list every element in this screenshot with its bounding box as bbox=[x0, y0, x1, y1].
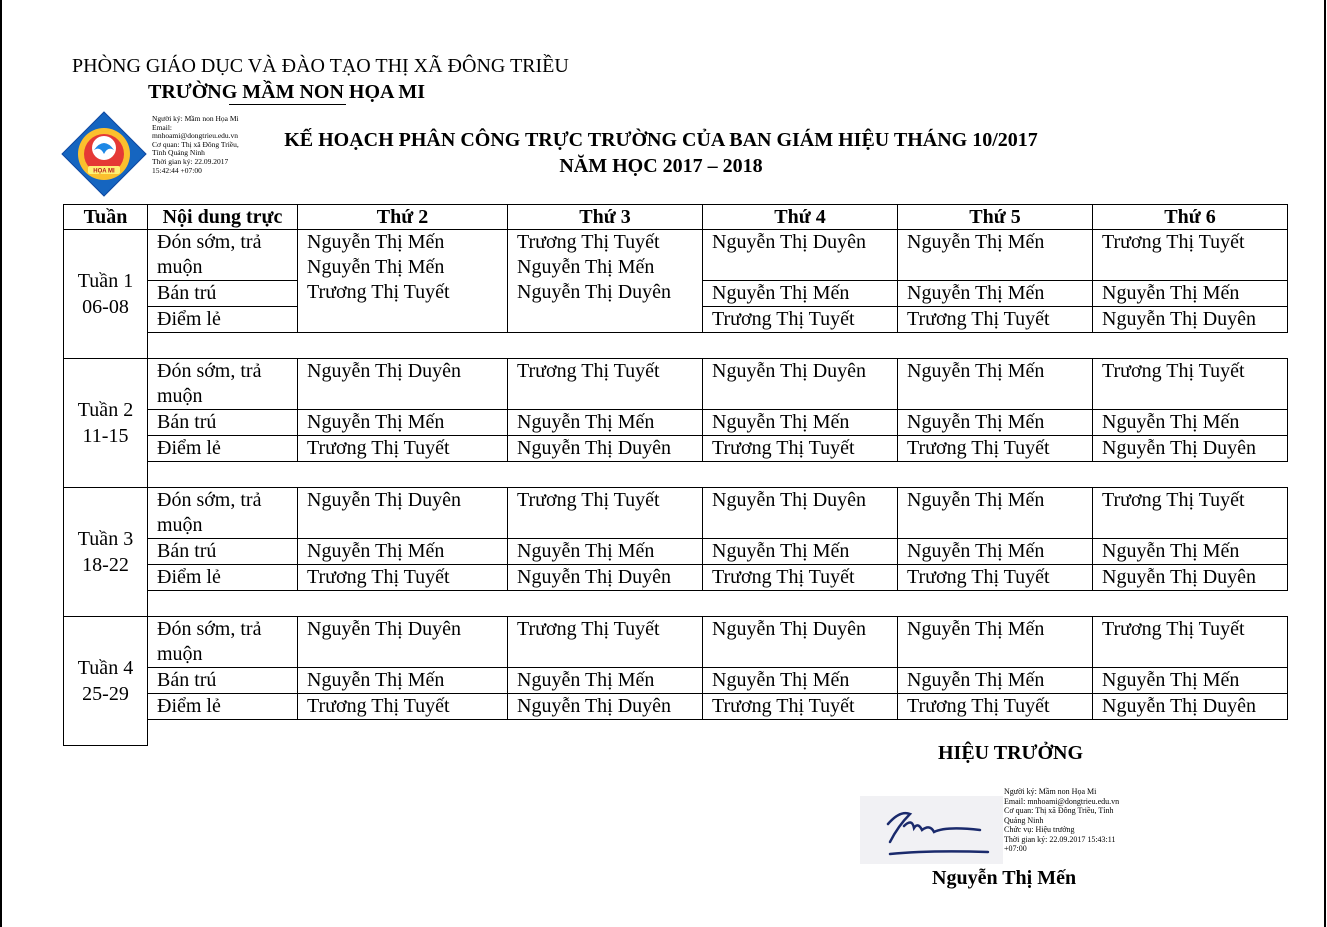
table-row bbox=[64, 436, 1288, 462]
table-row bbox=[64, 359, 1288, 410]
digital-signature-school: Người ký: Mầm non Họa Mi Email: mnhoami@dongtrieu.edu.vn Cơ quan: Thị xã Đông Triều, Tỉnh Quảng Ninh Thời gian ký: 22.09.2017 15:42:44 +07:00 bbox=[152, 114, 239, 175]
header-row bbox=[64, 205, 1288, 230]
week-label: Tuần 3 bbox=[77, 528, 134, 550]
duty-cell: Nguyễn Thị Duyên bbox=[703, 488, 898, 539]
table-row bbox=[64, 617, 1288, 668]
duty-cell: Nguyễn Thị Duyên bbox=[1093, 436, 1288, 462]
combined-duty-cell bbox=[298, 230, 508, 333]
duty-cell: Nguyễn Thị Duyên bbox=[703, 617, 898, 668]
duty-cell: Nguyễn Thị Duyên bbox=[703, 230, 898, 281]
category-cell: Bán trú bbox=[148, 668, 298, 694]
duty-cell: Nguyễn Thị Duyên bbox=[298, 359, 508, 410]
header-day: Thứ 4 bbox=[703, 205, 898, 230]
duty-cell: Trương Thị Tuyết bbox=[1093, 359, 1288, 410]
category-cell: Bán trú bbox=[148, 281, 298, 307]
duty-cell: Trương Thị Tuyết bbox=[298, 436, 508, 462]
spacer-cell bbox=[148, 333, 1288, 359]
spacer-cell bbox=[148, 720, 1288, 746]
duty-cell: Nguyễn Thị Mến bbox=[298, 539, 508, 565]
duty-name: Nguyễn Thị Mến bbox=[307, 256, 445, 278]
duty-cell: Nguyễn Thị Mến bbox=[703, 668, 898, 694]
school-year: NĂM HỌC 2017 – 2018 bbox=[559, 155, 763, 177]
week-label: Tuần 1 bbox=[77, 270, 134, 292]
duty-cell: Nguyễn Thị Mến bbox=[898, 281, 1093, 307]
week-cell bbox=[64, 359, 148, 488]
duty-cell: Nguyễn Thị Mến bbox=[298, 668, 508, 694]
duty-cell: Trương Thị Tuyết bbox=[1093, 488, 1288, 539]
header-day: Thứ 3 bbox=[508, 205, 703, 230]
header-content: Nội dung trực bbox=[148, 205, 298, 230]
spacer-cell bbox=[148, 591, 1288, 617]
duty-cell: Trương Thị Tuyết bbox=[898, 307, 1093, 333]
combined-duty-cell bbox=[508, 230, 703, 333]
category-cell: Điểm lẻ bbox=[148, 307, 298, 333]
page-right-border bbox=[1324, 0, 1326, 927]
category-cell: Điểm lẻ bbox=[148, 436, 298, 462]
table-row bbox=[64, 565, 1288, 591]
header-day: Thứ 2 bbox=[298, 205, 508, 230]
duty-cell: Trương Thị Tuyết bbox=[508, 359, 703, 410]
duty-cell: Nguyễn Thị Mến bbox=[298, 410, 508, 436]
department-name: PHÒNG GIÁO DỤC VÀ ĐÀO TẠO THỊ XÃ ĐÔNG TRIỀU bbox=[72, 55, 569, 77]
duty-cell: Trương Thị Tuyết bbox=[898, 694, 1093, 720]
duty-name: Trương Thị Tuyết bbox=[517, 231, 660, 253]
week-dates: 06-08 bbox=[82, 296, 129, 318]
duty-cell: Nguyễn Thị Mến bbox=[898, 488, 1093, 539]
duty-cell: Nguyễn Thị Mến bbox=[703, 281, 898, 307]
duty-cell: Nguyễn Thị Mến bbox=[898, 539, 1093, 565]
duty-cell: Nguyễn Thị Mến bbox=[1093, 668, 1288, 694]
duty-cell: Nguyễn Thị Duyên bbox=[298, 617, 508, 668]
duty-name: Nguyễn Thị Mến bbox=[307, 231, 445, 253]
week-cell bbox=[64, 230, 148, 359]
week-dates: 11-15 bbox=[82, 425, 129, 447]
category-cell: Bán trú bbox=[148, 410, 298, 436]
signer-name: Nguyễn Thị Mến bbox=[932, 867, 1077, 889]
duty-cell: Nguyễn Thị Mến bbox=[898, 617, 1093, 668]
table-row bbox=[64, 668, 1288, 694]
school-name-underline bbox=[229, 104, 346, 105]
duty-cell: Trương Thị Tuyết bbox=[703, 307, 898, 333]
table-row bbox=[64, 410, 1288, 436]
duty-cell: Nguyễn Thị Duyên bbox=[1093, 694, 1288, 720]
table-row bbox=[64, 488, 1288, 539]
document-title: KẾ HOẠCH PHÂN CÔNG TRỰC TRƯỜNG CỦA BAN GIÁM HIỆU THÁNG 10/2017 bbox=[284, 129, 1038, 151]
duty-cell: Nguyễn Thị Duyên bbox=[298, 488, 508, 539]
logo-text: HỌA MI bbox=[93, 168, 115, 175]
spacer-row bbox=[64, 591, 1288, 617]
table-row bbox=[64, 694, 1288, 720]
duty-name: Trương Thị Tuyết bbox=[307, 281, 450, 303]
duty-cell: Trương Thị Tuyết bbox=[703, 436, 898, 462]
duty-cell: Nguyễn Thị Duyên bbox=[508, 694, 703, 720]
week-cell bbox=[64, 617, 148, 746]
duty-cell: Nguyễn Thị Mến bbox=[1093, 539, 1288, 565]
duty-cell: Nguyễn Thị Mến bbox=[508, 410, 703, 436]
table-row bbox=[64, 230, 1288, 281]
spacer-row bbox=[64, 720, 1288, 746]
duty-cell: Trương Thị Tuyết bbox=[1093, 230, 1288, 281]
week-dates: 18-22 bbox=[82, 554, 129, 576]
category-cell: Điểm lẻ bbox=[148, 565, 298, 591]
category-cell: Đón sớm, trả muộn bbox=[148, 359, 298, 410]
duty-name: Nguyễn Thị Mến bbox=[517, 256, 655, 278]
handwritten-signature bbox=[860, 796, 1003, 864]
duty-cell: Trương Thị Tuyết bbox=[1093, 617, 1288, 668]
category-cell: Bán trú bbox=[148, 539, 298, 565]
duty-cell: Trương Thị Tuyết bbox=[703, 565, 898, 591]
duty-cell: Nguyễn Thị Duyên bbox=[508, 565, 703, 591]
spacer-row bbox=[64, 462, 1288, 488]
header-day: Thứ 5 bbox=[898, 205, 1093, 230]
duty-name: Nguyễn Thị Duyên bbox=[517, 281, 672, 303]
week-label: Tuần 4 bbox=[77, 657, 134, 679]
table-row bbox=[64, 539, 1288, 565]
principal-title: HIỆU TRƯỞNG bbox=[938, 742, 1084, 764]
header-day: Thứ 6 bbox=[1093, 205, 1288, 230]
duty-cell: Nguyễn Thị Mến bbox=[1093, 410, 1288, 436]
category-cell: Đón sớm, trả muộn bbox=[148, 488, 298, 539]
duty-cell: Nguyễn Thị Duyên bbox=[508, 436, 703, 462]
duty-cell: Trương Thị Tuyết bbox=[298, 694, 508, 720]
duty-cell: Nguyễn Thị Mến bbox=[898, 410, 1093, 436]
duty-cell: Nguyễn Thị Mến bbox=[898, 230, 1093, 281]
duty-cell: Nguyễn Thị Duyên bbox=[703, 359, 898, 410]
duty-cell: Trương Thị Tuyết bbox=[508, 488, 703, 539]
page-left-border bbox=[0, 0, 2, 927]
duty-cell: Trương Thị Tuyết bbox=[703, 694, 898, 720]
spacer-cell bbox=[148, 462, 1288, 488]
category-cell: Điểm lẻ bbox=[148, 694, 298, 720]
week-cell bbox=[64, 488, 148, 617]
duty-cell: Nguyễn Thị Duyên bbox=[1093, 565, 1288, 591]
duty-cell: Nguyễn Thị Mến bbox=[508, 539, 703, 565]
duty-cell: Nguyễn Thị Mến bbox=[703, 410, 898, 436]
category-cell: Đón sớm, trả muộn bbox=[148, 230, 298, 281]
week-label: Tuần 2 bbox=[77, 399, 134, 421]
duty-cell: Nguyễn Thị Mến bbox=[1093, 281, 1288, 307]
duty-cell: Trương Thị Tuyết bbox=[898, 565, 1093, 591]
duty-cell: Trương Thị Tuyết bbox=[898, 436, 1093, 462]
duty-schedule-table bbox=[63, 204, 1288, 746]
school-logo bbox=[60, 110, 148, 198]
header-week: Tuần bbox=[64, 205, 148, 230]
duty-cell: Nguyễn Thị Mến bbox=[898, 359, 1093, 410]
week-dates: 25-29 bbox=[82, 683, 129, 705]
school-name: TRƯỜNG MẦM NON HỌA MI bbox=[148, 81, 426, 103]
duty-cell: Trương Thị Tuyết bbox=[298, 565, 508, 591]
duty-cell: Nguyễn Thị Mến bbox=[508, 668, 703, 694]
spacer-row bbox=[64, 333, 1288, 359]
digital-signature-principal: Người ký: Mầm non Họa Mi Email: mnhoami@dongtrieu.edu.vn Cơ quan: Thị xã Đông Triều, Tỉnh Quảng Ninh Chức vụ: Hiệu trưởng Thời gian ký: 22.09.2017 15:43:11 +07:00 bbox=[1004, 787, 1120, 853]
category-cell: Đón sớm, trả muộn bbox=[148, 617, 298, 668]
duty-cell: Nguyễn Thị Mến bbox=[703, 539, 898, 565]
duty-cell: Nguyễn Thị Duyên bbox=[1093, 307, 1288, 333]
duty-cell: Nguyễn Thị Mến bbox=[898, 668, 1093, 694]
duty-cell: Trương Thị Tuyết bbox=[508, 617, 703, 668]
